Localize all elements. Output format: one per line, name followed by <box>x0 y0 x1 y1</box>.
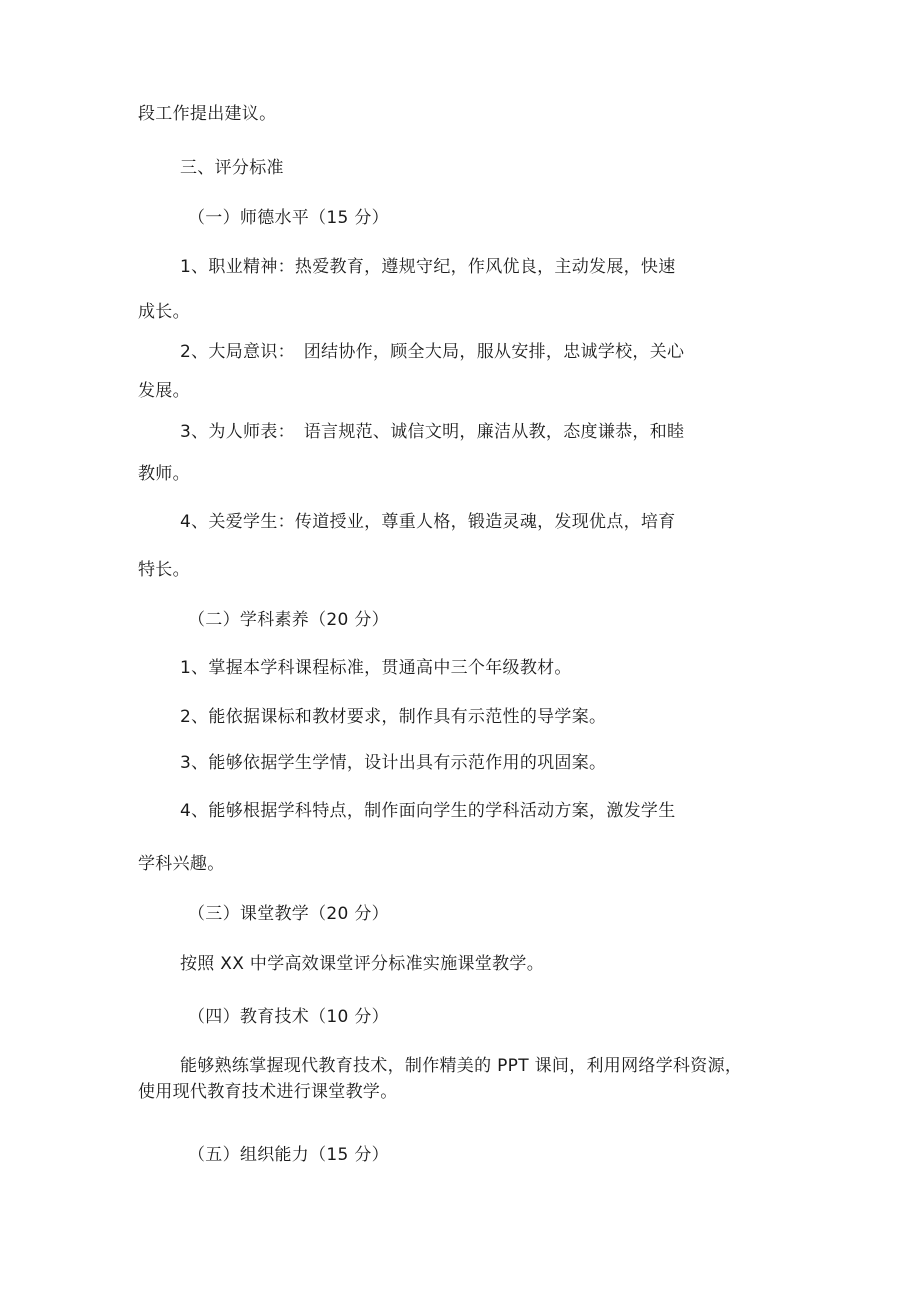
section-heading: 三、评分标准 <box>180 158 284 178</box>
text-line: 按照 XX 中学高效课堂评分标准实施课堂教学。 <box>180 954 544 974</box>
text-line: 4、关爱学生：传道授业，尊重人格，锻造灵魂，发现优点，培育 <box>180 512 676 532</box>
text-line: 4、能够根据学科特点，制作面向学生的学科活动方案，激发学生 <box>180 801 676 821</box>
subsection-heading: （二）学科素养（20 分） <box>188 610 389 630</box>
text-line: 2、大局意识： 团结协作，顾全大局，服从安排，忠诚学校，关心 <box>180 342 685 362</box>
text-line: 能够熟练掌握现代教育技术，制作精美的 PPT 课间，利用网络学科资源， <box>180 1056 743 1076</box>
text-line: 2、能依据课标和教材要求，制作具有示范性的导学案。 <box>180 707 607 727</box>
text-line: 1、掌握本学科课程标准，贯通高中三个年级教材。 <box>180 658 572 678</box>
text-line: 3、为人师表： 语言规范、诚信文明，廉洁从教，态度谦恭，和睦 <box>180 422 685 442</box>
text-line: 特长。 <box>138 560 190 580</box>
text-line: 1、职业精神：热爱教育，遵规守纪，作风优良，主动发展，快速 <box>180 257 676 277</box>
subsection-heading: （四）教育技术（10 分） <box>188 1007 389 1027</box>
text-line: 发展。 <box>138 381 190 401</box>
text-line: 使用现代教育技术进行课堂教学。 <box>138 1082 398 1102</box>
subsection-heading: （一）师德水平（15 分） <box>188 208 389 228</box>
text-line: 3、能够依据学生学情，设计出具有示范作用的巩固案。 <box>180 753 607 773</box>
text-line: 教师。 <box>138 464 190 484</box>
text-line: 成长。 <box>138 302 190 322</box>
text-line: 学科兴趣。 <box>138 854 225 874</box>
subsection-heading: （三）课堂教学（20 分） <box>188 904 389 924</box>
text-line: 段工作提出建议。 <box>138 104 277 124</box>
subsection-heading: （五）组织能力（15 分） <box>188 1145 389 1165</box>
